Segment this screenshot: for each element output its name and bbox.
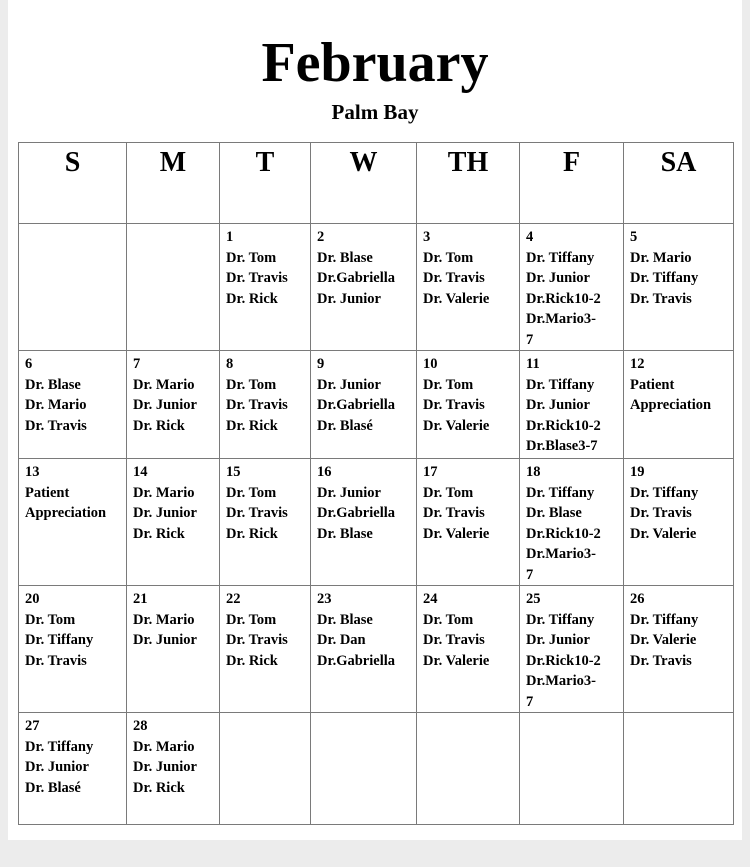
schedule-entry: Dr. Tiffany (630, 611, 699, 628)
schedule-entry: Dr. Valerie (423, 290, 490, 307)
day-cell (520, 459, 624, 586)
day-number: 1 (226, 229, 234, 245)
day-number: 12 (630, 356, 645, 372)
day-cell (127, 586, 220, 713)
weekday-header: SA (624, 143, 734, 224)
week-row (19, 351, 734, 459)
schedule-entry: Dr. Mario (133, 484, 195, 501)
schedule-entry: Dr. Junior (133, 505, 197, 521)
schedule-entry: Dr. Tom (226, 249, 277, 266)
schedule-entry: Dr. Travis (423, 632, 485, 648)
schedule-entry: Dr.Mario3- (526, 673, 596, 689)
day-cell (311, 224, 417, 351)
schedule-entry: Dr.Gabriella (317, 397, 396, 413)
day-cell (220, 351, 311, 459)
day-cell (520, 351, 624, 459)
schedule-entry: Dr. Rick (133, 525, 185, 542)
day-number: 5 (630, 229, 638, 245)
day-cell (127, 351, 220, 459)
schedule-entry: Dr. Valerie (423, 525, 490, 542)
day-cell (311, 459, 417, 586)
weekday-header: W (311, 143, 417, 224)
week-row (19, 459, 734, 586)
week-row (19, 586, 734, 713)
schedule-entry: Dr. Travis (226, 505, 288, 521)
schedule-entry: Dr.Gabriella (317, 652, 396, 669)
day-number: 4 (526, 229, 534, 245)
schedule-entry: Dr.Rick10-2 (526, 652, 601, 669)
calendar-grid (18, 142, 734, 825)
weekday-header: TH (417, 143, 520, 224)
schedule-entry: Dr. Junior (526, 397, 590, 413)
day-cell (417, 459, 520, 586)
schedule-entry: Patient (25, 484, 70, 501)
schedule-entry: Dr. Tiffany (630, 270, 699, 286)
schedule-entry: Dr. Junior (317, 484, 381, 501)
day-cell (520, 586, 624, 713)
schedule-entry: Dr.Rick10-2 (526, 417, 601, 434)
schedule-entry: Dr. Travis (423, 397, 485, 413)
day-number: 22 (226, 591, 241, 607)
schedule-entry: Dr. Junior (317, 290, 381, 307)
schedule-entry: Dr. Junior (526, 632, 590, 648)
day-number: 15 (226, 464, 241, 480)
day-cell (624, 586, 734, 713)
day-number: 25 (526, 591, 541, 607)
schedule-entry: Dr. Junior (133, 759, 197, 775)
schedule-entry: Dr.Rick10-2 (526, 290, 601, 307)
schedule-entry: Dr. Tom (25, 611, 76, 628)
day-cell (220, 459, 311, 586)
day-cell (417, 224, 520, 351)
schedule-entry: Dr. Junior (133, 397, 197, 413)
schedule-entry: Dr. Tom (226, 376, 277, 393)
schedule-entry: Dr.Mario3- (526, 546, 596, 562)
schedule-entry: Dr. Rick (133, 779, 185, 796)
weekday-header: F (520, 143, 624, 224)
day-number: 19 (630, 464, 645, 480)
schedule-entry: 7 (526, 331, 534, 348)
day-cell (624, 351, 734, 459)
schedule-entry: Appreciation (25, 505, 107, 521)
schedule-entry: Dr. Valerie (630, 632, 697, 648)
day-number: 13 (25, 464, 40, 480)
schedule-entry: Dr. Junior (526, 270, 590, 286)
day-cell (19, 713, 127, 825)
schedule-entry: Dr. Blase (25, 376, 81, 393)
schedule-entry: Dr. Mario (25, 397, 87, 413)
schedule-entry: Dr. Tiffany (526, 376, 595, 393)
day-cell (19, 459, 127, 586)
day-cell (127, 459, 220, 586)
day-cell (417, 586, 520, 713)
week-row (19, 713, 734, 825)
schedule-entry: Dr. Tiffany (526, 484, 595, 501)
schedule-entry: Dr. Valerie (630, 525, 697, 542)
day-number: 28 (133, 718, 148, 734)
schedule-entry: Appreciation (630, 397, 712, 413)
day-cell (311, 586, 417, 713)
schedule-entry: Dr. Tiffany (25, 632, 94, 648)
day-cell (220, 586, 311, 713)
schedule-entry: Dr. Travis (226, 270, 288, 286)
day-number: 27 (25, 718, 40, 734)
schedule-entry: Dr.Blase3-7 (526, 438, 598, 454)
day-number: 18 (526, 464, 541, 480)
schedule-entry: Dr. Travis (630, 290, 692, 307)
day-cell (127, 224, 220, 351)
day-cell (19, 351, 127, 459)
day-number: 20 (25, 591, 40, 607)
schedule-entry: Dr. Valerie (423, 417, 490, 434)
schedule-entry: Dr. Travis (226, 632, 288, 648)
schedule-entry: Dr. Blase (317, 249, 373, 266)
schedule-entry: Dr. Blasé (25, 779, 81, 796)
day-cell (19, 586, 127, 713)
day-number: 17 (423, 464, 438, 480)
schedule-entry: Dr. Tiffany (630, 484, 699, 501)
location-subtitle: Palm Bay (331, 100, 419, 124)
weekday-header: T (220, 143, 311, 224)
schedule-entry: 7 (526, 566, 534, 583)
schedule-entry: Dr. Tiffany (526, 249, 595, 266)
day-number: 26 (630, 591, 645, 607)
day-cell (417, 713, 520, 825)
day-cell (624, 713, 734, 825)
schedule-entry: Dr. Junior (317, 376, 381, 393)
schedule-entry: 7 (526, 693, 534, 710)
schedule-entry: Dr. Travis (423, 270, 485, 286)
week-row (19, 224, 734, 351)
schedule-entry: Dr. Tom (423, 484, 474, 501)
weekday-header: S (19, 143, 127, 224)
schedule-entry: Dr. Tiffany (25, 738, 94, 755)
day-number: 14 (133, 464, 148, 480)
day-cell (520, 224, 624, 351)
schedule-entry: Dr. Valerie (423, 652, 490, 669)
schedule-entry: Dr.Rick10-2 (526, 525, 601, 542)
schedule-entry: Dr.Gabriella (317, 505, 396, 521)
day-cell (520, 713, 624, 825)
schedule-entry: Dr. Travis (630, 652, 692, 669)
schedule-entry: Dr. Mario (133, 738, 195, 755)
schedule-entry: Dr. Blasé (317, 417, 373, 434)
day-cell (417, 351, 520, 459)
schedule-entry: Dr. Blase (317, 611, 373, 628)
schedule-entry: Dr.Gabriella (317, 270, 396, 286)
day-cell (220, 713, 311, 825)
schedule-entry: Dr. Tom (226, 611, 277, 628)
schedule-entry: Dr. Mario (630, 249, 692, 266)
schedule-entry: Dr. Rick (133, 417, 185, 434)
schedule-entry: Dr. Travis (630, 505, 692, 521)
page-title: February (261, 32, 489, 94)
schedule-entry: Dr. Dan (317, 632, 366, 648)
day-number: 16 (317, 464, 332, 480)
day-number: 3 (423, 229, 431, 245)
day-number: 11 (526, 356, 540, 372)
day-number: 21 (133, 591, 148, 607)
weekday-header: M (127, 143, 220, 224)
day-cell (127, 713, 220, 825)
day-number: 9 (317, 356, 325, 372)
schedule-entry: Dr. Rick (226, 652, 278, 669)
schedule-entry: Dr. Junior (133, 632, 197, 648)
schedule-entry: Dr. Tom (226, 484, 277, 501)
schedule-entry: Dr. Rick (226, 525, 278, 542)
day-number: 6 (25, 356, 33, 372)
schedule-entry: Dr. Mario (133, 376, 195, 393)
schedule-entry: Dr. Tiffany (526, 611, 595, 628)
day-cell (311, 351, 417, 459)
schedule-entry: Dr. Tom (423, 249, 474, 266)
schedule-entry: Dr. Mario (133, 611, 195, 628)
schedule-entry: Dr. Blase (317, 525, 373, 542)
schedule-entry: Dr. Tom (423, 376, 474, 393)
schedule-entry: Dr. Rick (226, 290, 278, 307)
schedule-entry: Dr. Travis (226, 397, 288, 413)
schedule-entry: Dr. Tom (423, 611, 474, 628)
day-number: 24 (423, 591, 438, 607)
day-cell (624, 224, 734, 351)
day-number: 2 (317, 229, 325, 245)
schedule-entry: Dr.Mario3- (526, 311, 596, 327)
day-cell (19, 224, 127, 351)
schedule-entry: Dr. Travis (25, 417, 87, 434)
day-number: 7 (133, 356, 141, 372)
day-cell (311, 713, 417, 825)
day-number: 8 (226, 356, 234, 372)
schedule-entry: Dr. Junior (25, 759, 89, 775)
day-cell (624, 459, 734, 586)
schedule-entry: Dr. Rick (226, 417, 278, 434)
day-number: 23 (317, 591, 332, 607)
schedule-entry: Dr. Blase (526, 505, 582, 521)
day-number: 10 (423, 356, 438, 372)
schedule-entry: Dr. Travis (25, 652, 87, 669)
day-cell (220, 224, 311, 351)
weekday-header-row (19, 143, 734, 224)
schedule-entry: Patient (630, 376, 675, 393)
schedule-entry: Dr. Travis (423, 505, 485, 521)
